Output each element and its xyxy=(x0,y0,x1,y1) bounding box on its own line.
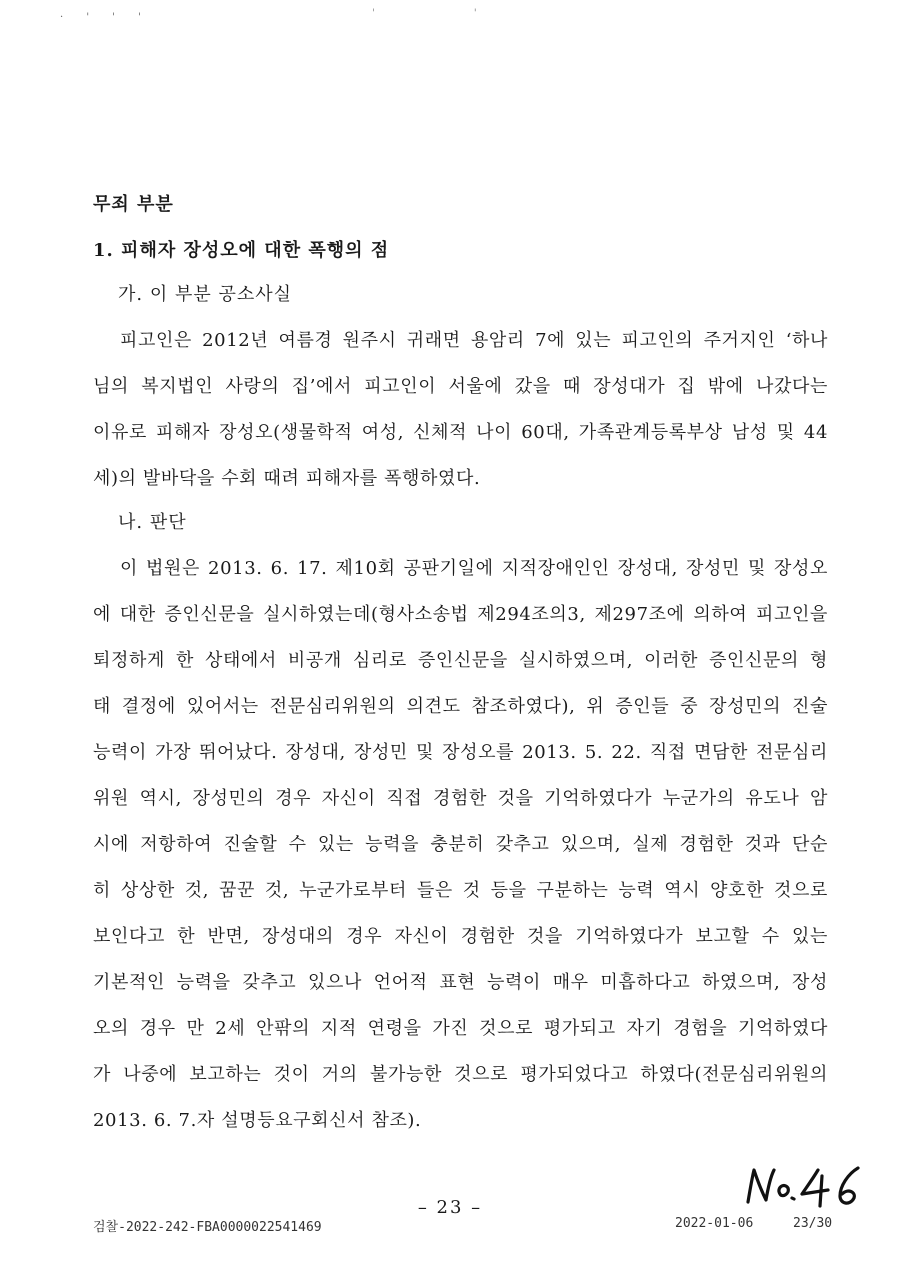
body-line: 가 나중에 보고하는 것이 거의 불가능한 것으로 평가되었다고 하였다(전문심리위원의 xyxy=(93,1064,828,1085)
body-line: 태 결정에 있어서는 전문심리위원의 의견도 참조하였다), 위 증인들 중 장성민의 진술 xyxy=(93,696,828,717)
body-line: 세)의 발바닥을 수회 때려 피해자를 폭행하였다. xyxy=(93,468,481,489)
body-line: 이유로 피해자 장성오(생물학적 여성, 신체적 나이 60대, 가족관계등록부상 남성 및 44 xyxy=(93,422,828,443)
document-id: 검찰-2022-242-FBA0000022541469 xyxy=(93,1220,322,1235)
scan-specks-2: ' ' xyxy=(372,8,525,19)
page-number: – 23 – xyxy=(417,1197,483,1218)
body-line: 보인다고 한 반면, 장성대의 경우 자신이 경험한 것을 기억하였다가 보고할 수 있는 xyxy=(93,926,828,947)
body-line: 이 법원은 2013. 6. 17. 제10회 공판기일에 지적장애인인 장성대, 장성민 및 장성오 xyxy=(120,558,828,579)
subsection-a-title: 가. 이 부분 공소사실 xyxy=(118,284,292,305)
footer-date: 2022-01-06 xyxy=(675,1216,754,1231)
body-line: 위원 역시, 장성민의 경우 자신이 직접 경험한 것을 기억하였다가 누군가의 유도나 암 xyxy=(93,788,828,809)
body-line: 오의 경우 만 2세 안팎의 지적 연령을 가진 것으로 평가되고 자기 경험을 기억하였다 xyxy=(93,1018,828,1039)
body-line: 피고인은 2012년 여름경 원주시 귀래면 용암리 7에 있는 피고인의 주거지인 ‘하나 xyxy=(120,330,828,351)
body-line: 퇴정하게 한 상태에서 비공개 심리로 증인신문을 실시하였으며, 이러한 증인신문의 형 xyxy=(93,650,828,671)
body-line: 능력이 가장 뛰어났다. 장성대, 장성민 및 장성오를 2013. 5. 22. 직접 면담한 전문심리 xyxy=(93,742,828,763)
page-count: 23/30 xyxy=(793,1216,833,1231)
body-line: 2013. 6. 7.자 설명등요구회신서 참조). xyxy=(93,1110,422,1131)
body-line: 님의 복지법인 사랑의 집’에서 피고인이 서울에 갔을 때 장성대가 집 밖에 나갔다는 xyxy=(93,376,828,397)
item-title: 1. 피해자 장성오에 대한 폭행의 점 xyxy=(93,240,390,261)
scan-specks: · ' ' ' xyxy=(60,12,151,23)
section-title: 무죄 부분 xyxy=(93,194,174,215)
body-line: 히 상상한 것, 꿈꾼 것, 누군가로부터 들은 것 등을 구분하는 능력 역시 양호한 것으로 xyxy=(93,880,828,901)
body-line: 기본적인 능력을 갖추고 있으나 언어적 표현 능력이 매우 미흡하다고 하였으며, 장성 xyxy=(93,972,828,993)
subsection-b-title: 나. 판단 xyxy=(118,512,187,533)
body-line: 에 대한 증인신문을 실시하였는데(형사소송법 제294조의3, 제297조에 의하여 피고인을 xyxy=(93,604,828,625)
body-line: 시에 저항하여 진술할 수 있는 능력을 충분히 갖추고 있으며, 실제 경험한 것과 단순 xyxy=(93,834,828,855)
